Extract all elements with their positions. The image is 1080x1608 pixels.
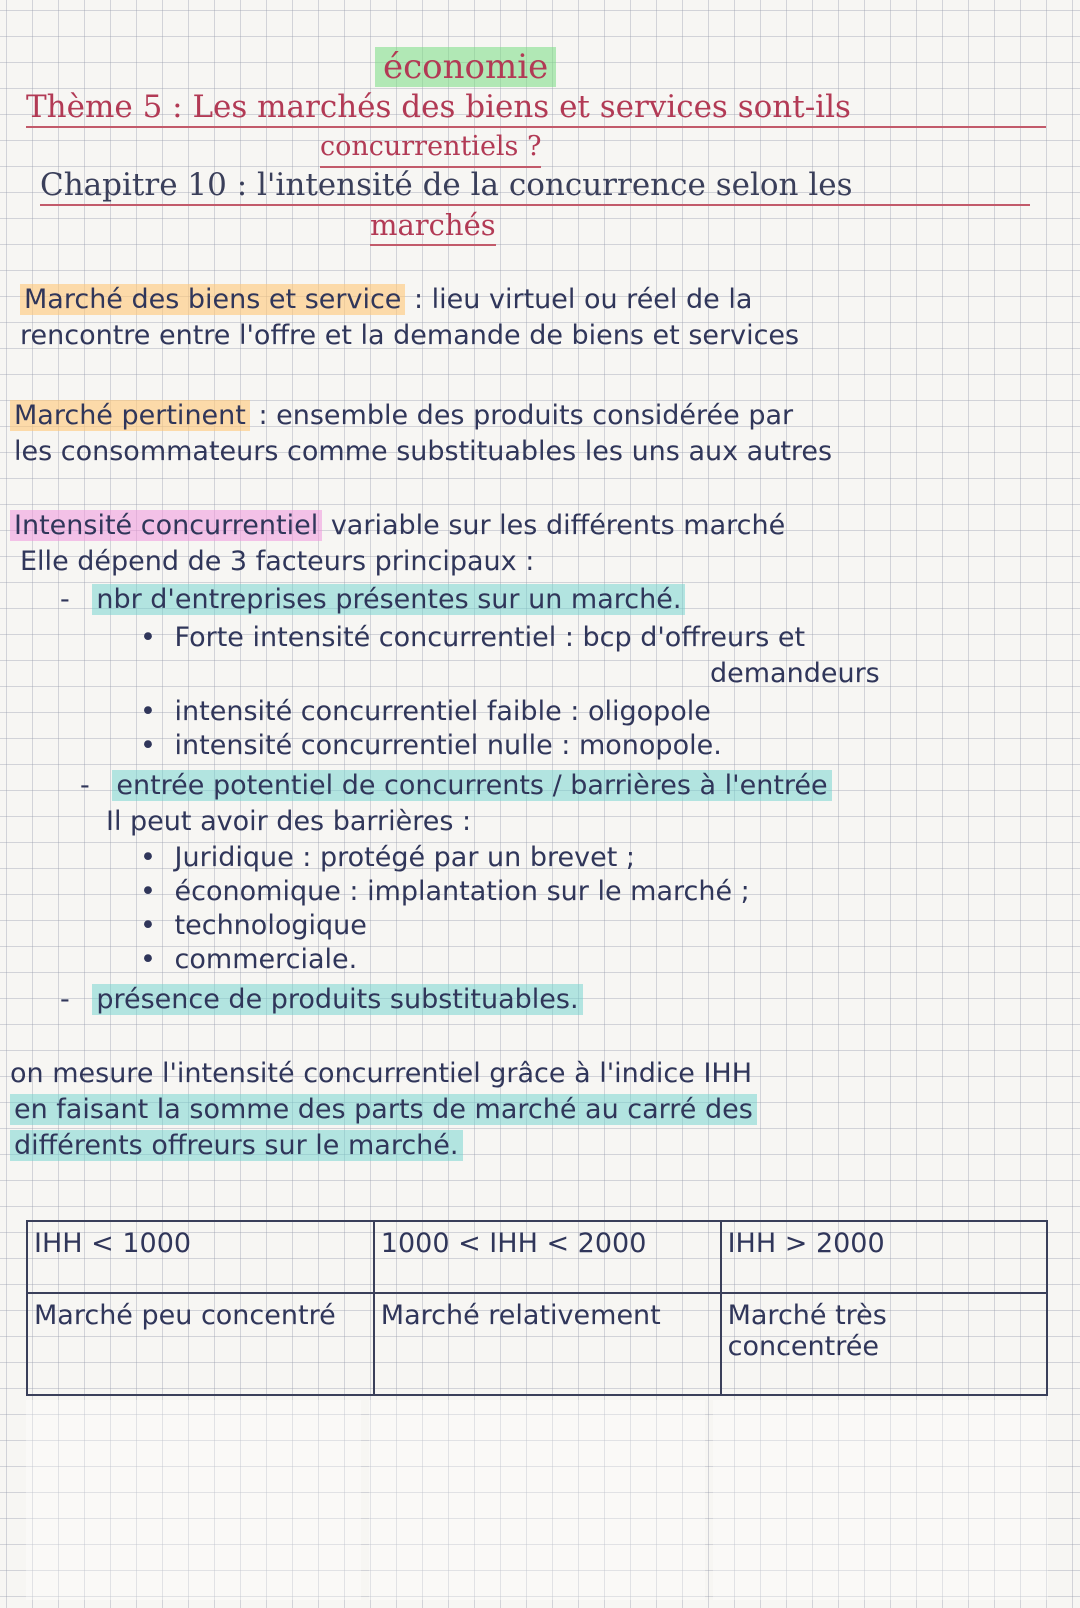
chapter-title-line2: marchés [370,208,496,242]
blank-area [26,1400,1048,1600]
definition-intensity-text2: Elle dépend de 3 facteurs principaux : [20,546,535,577]
definition-relevant-market-text1: : ensemble des produits considérée par [249,400,794,431]
ihh-header-high: IHH > 2000 [721,1221,1047,1293]
factor-firms-null [140,730,722,762]
definition-intensity-term: Intensité concurrentiel [10,510,322,541]
factor-substitutes [60,984,583,1016]
factor-entry [80,770,832,802]
ihh-paragraph-line3 [10,1130,463,1162]
theme-title [26,88,1046,128]
barrier-commercial-text: commerciale. [174,944,358,975]
barrier-technological-text: technologique [174,910,367,941]
definition-relevant-market-cont [14,436,832,468]
factor-firms-null-text: intensité concurrentiel nulle : monopole. [174,730,722,761]
ihh-paragraph-text3: différents offreurs sur le marché. [10,1130,463,1161]
blank-column-2 [369,1400,704,1600]
ihh-header-low: IHH < 1000 [27,1221,374,1293]
factor-firms-weak [140,696,711,728]
factor-entry-text: entrée potentiel de concurrents / barrières à l'entrée [112,770,831,801]
chapter-title [40,166,1030,206]
factor-substitutes-text: présence de produits substituables. [92,984,582,1015]
factor-firms [60,584,685,616]
ihh-paragraph-line1 [10,1058,752,1090]
factor-entry-intro-text: Il peut avoir des barrières : [106,806,472,837]
barrier-economic-text: économique : implantation sur le marché ; [174,876,750,907]
ihh-header-mid: 1000 < IHH < 2000 [374,1221,721,1293]
subject-title [375,48,556,86]
definition-market-text1: : lieu virtuel ou réel de la [405,284,753,315]
definition-relevant-market-term: Marché pertinent [10,400,250,431]
barrier-commercial [140,944,357,976]
blank-column-1 [26,1400,361,1600]
subject-title-text: économie [375,47,556,87]
theme-title-line2: concurrentiels ? [320,131,542,162]
factor-firms-strong-cont [710,658,880,690]
ihh-table-header-row [27,1221,1047,1293]
chapter-title-line1: Chapitre 10 : l'intensité de la concurrence selon les [40,167,853,203]
definition-relevant-market-text2: les consommateurs comme substituables les uns aux autres [14,436,833,467]
ihh-paragraph-text1: on mesure l'intensité concurrentiel grâce à l'indice IHH [10,1058,753,1089]
definition-intensity [10,510,785,542]
factor-firms-weak-text: intensité concurrentiel faible : oligopole [174,696,711,727]
ihh-table [26,1220,1048,1396]
barrier-economic [140,876,750,908]
ihh-cell-low: Marché peu concentré [27,1293,374,1395]
barrier-legal-text: Juridique : protégé par un brevet ; [174,842,635,873]
factor-entry-intro [106,806,471,838]
factor-firms-strong [140,622,805,654]
definition-market-cont [20,320,799,352]
theme-title-line1: Thème 5 : Les marchés des biens et services sont-ils [26,89,851,125]
ihh-paragraph-text2: en faisant la somme des parts de marché au carré des [10,1094,757,1125]
barrier-technological [140,910,367,942]
definition-intensity-text1: variable sur les différents marché [322,510,786,541]
definition-market-term: Marché des biens et service [20,284,405,315]
barrier-legal [140,842,635,874]
theme-title-cont [320,128,541,168]
chapter-title-cont [370,206,496,246]
definition-intensity-cont [20,546,534,578]
ihh-cell-mid: Marché relativement [374,1293,721,1395]
definition-relevant-market [10,400,793,432]
definition-market [20,284,752,316]
ihh-paragraph-line2 [10,1094,757,1126]
ihh-table-body-row [27,1293,1047,1395]
factor-firms-text: nbr d'entreprises présentes sur un marché. [92,584,685,615]
blank-column-3 [713,1400,1048,1600]
ihh-cell-high: Marché très concentrée [721,1293,1047,1395]
factor-firms-strong-text2: demandeurs [710,658,880,689]
factor-firms-strong-text: Forte intensité concurrentiel : bcp d'offreurs et [174,622,806,653]
definition-market-text2: rencontre entre l'offre et la demande de biens et services [20,320,800,351]
